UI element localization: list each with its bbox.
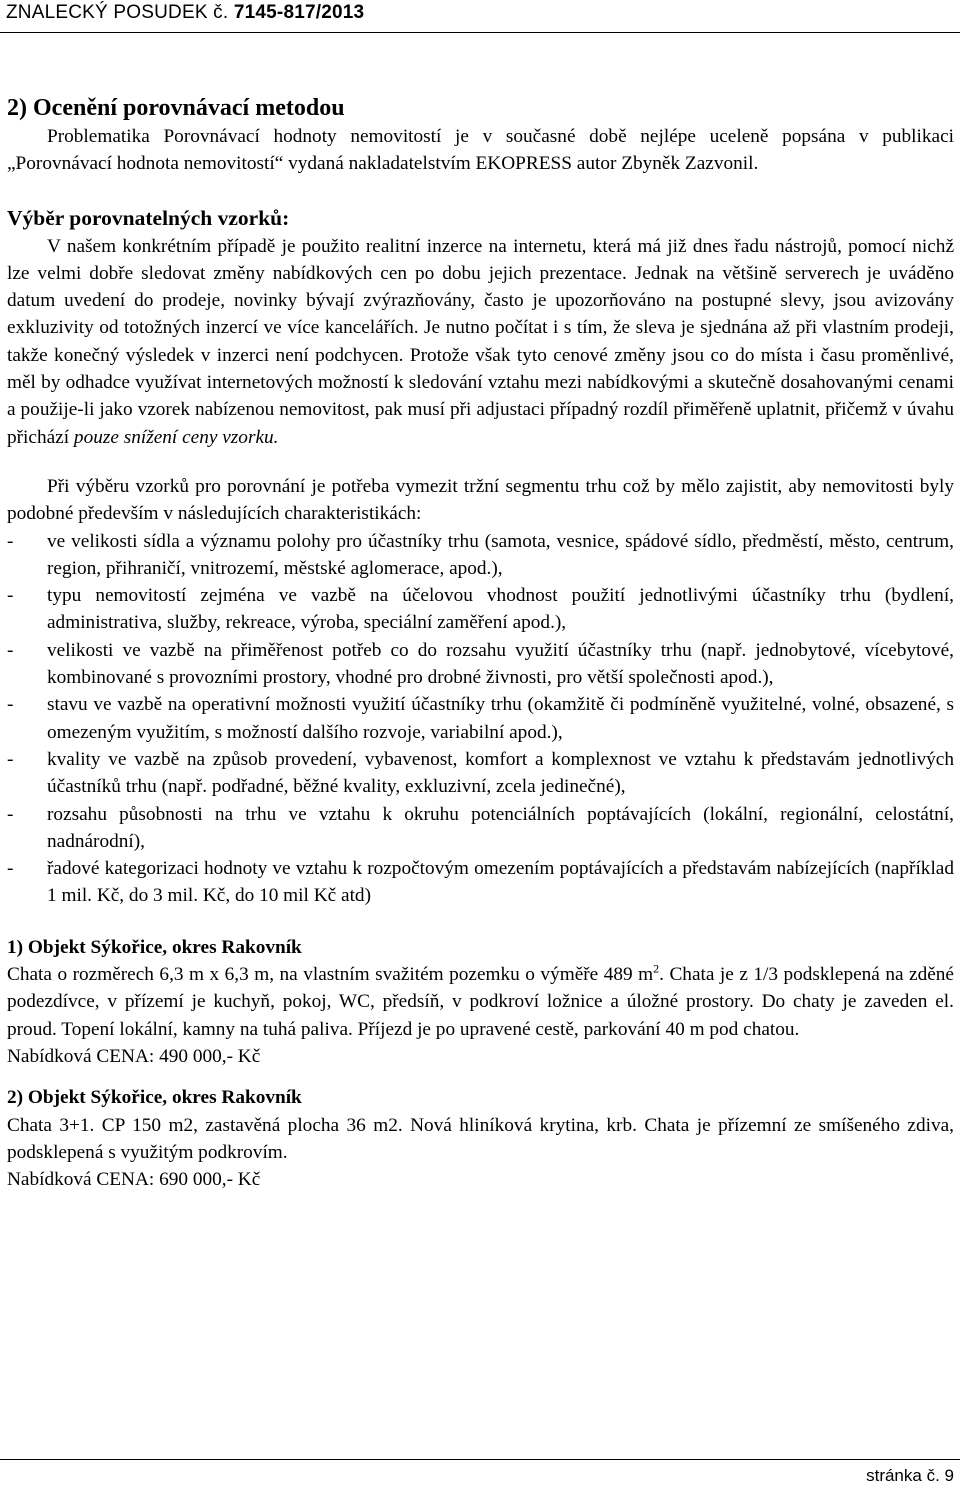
list-dash: - [7, 694, 14, 716]
selection-paragraph-text: V našem konkrétním případě je použito realitní inzerce na internetu, která má již dnes řadu nástrojů, pomocí nichž lze velmi dobře sledovat změny nabídkových cen po dobu jejich prezentace. Jednak na většině serverech je uváděno datum uvedení do prodeje, novinky bývají zvýrazňovány, často je upozorňováno na postupné slevy, jsou avizovány exkluzivity od totožných inzercí ve více kancelářích. Je nutno počítat i s tím, že sleva je sjednána až při vlastním prodeji, takže konečný výsledek v inzerci není podchycen. Protože však tyto cenové změny jsou co do místa i času proměnlivé, měl by odhadce využívat internetových možností k sledování vztahu mezi nabídkovými a skutečně dosahovanými cenami a použije-li jako vzorek nabízenou nemovitost, pak musí při adjustaci případný rozdíl přiměřeně uplatnit, přičemž v úvahu přichází [7, 235, 954, 448]
list-item [7, 691, 954, 746]
object-1-title: 1) Objekt Sýkořice, okres Rakovník [7, 936, 302, 958]
page-header [6, 2, 364, 24]
list-item-text: kvality ve vazbě na způsob provedení, vybavenost, komfort a komplexnost ve vztahu k představám jednotlivých účastníků trhu (např. podřadné, běžné kvality, exkluzivní, zcela jedinečné), [47, 748, 954, 798]
list-dash: - [7, 748, 14, 770]
selection-title: Výběr porovnatelných vzorků: [7, 205, 290, 230]
list-dash: - [7, 803, 14, 825]
header-prefix: ZNALECKÝ POSUDEK č. [6, 2, 229, 23]
list-item-text: stavu ve vazbě na operativní možnosti využití účastníky trhu (okamžitě či podmíněně využitelné, volné, obsazené, s omezeným využitím, s možností dalšího rozvoje, variabilní apod.), [47, 694, 954, 743]
criteria-intro: Při výběru vzorků pro porovnání je potřeba vymezit tržní segmentu trhu což by mělo zajistit, aby nemovitosti byly podobné především v následujících charakteristikách: [7, 475, 954, 525]
list-dash: - [7, 858, 14, 880]
section-title: 2) Ocenění porovnávací metodou [7, 95, 345, 121]
list-item [7, 855, 954, 910]
list-dash: - [7, 639, 14, 661]
list-item-text: ve velikosti sídla a významu polohy pro účastníky trhu (samota, vesnice, spádové sídlo, předměstí, město, centrum, region, přihraničí, vnitrozemí, městské aglomerace, apod.), [47, 530, 954, 579]
object-2-price: Nabídková CENA: 690 000,- Kč [7, 1169, 261, 1191]
criteria-list [7, 528, 954, 910]
footer-label: stránka č. [866, 1466, 940, 1485]
list-item-text: velikosti ve vazbě na přiměřenost potřeb co do rozsahu využití účastníky trhu (např. jednobytové, vícebytové, kombinované s provozními prostory, vhodné pro drobné živnosti, pro větší společnosti apod.), [47, 639, 954, 689]
intro-paragraph: Problematika Porovnávací hodnoty nemovitostí je v současné době nejlépe uceleně popsána v publikaci „Porovnávací hodnota nemovitostí“ vydaná nakladatelstvím EKOPRESS autor Zbyněk Zazvonil. [7, 126, 954, 175]
spacer [7, 1070, 954, 1084]
list-item [7, 746, 954, 801]
list-dash: - [7, 530, 14, 552]
object-2-title: 2) Objekt Sýkořice, okres Rakovník [7, 1087, 302, 1109]
list-item-text: typu nemovitostí zejména ve vazbě na účelovou vhodnost použití jednotlivými účastníky trhu (bydlení, administrativa, služby, rekreace, výroba, speciální zaměření apod.), [47, 585, 954, 634]
selection-paragraph [7, 233, 954, 451]
list-item [7, 528, 954, 583]
list-item [7, 801, 954, 856]
object-1-description [7, 961, 954, 1043]
page-number: 9 [944, 1466, 954, 1485]
footer-divider [0, 1459, 960, 1460]
list-item-text: rozsahu působnosti na trhu ve vztahu k okruhu potenciálních poptávajících (lokální, regionální, celostátní, nadnárodní), [47, 803, 954, 852]
object-2-description: Chata 3+1. CP 150 m2, zastavěná plocha 36 m2. Nová hliníková krytina, krb. Chata je přízemní ze smíšeného zdiva, podsklepená s využitým podkrovím. [7, 1114, 954, 1163]
spacer [7, 910, 954, 924]
document-body [7, 94, 954, 1193]
header-report-number: 7145-817/2013 [233, 2, 365, 23]
object-1-text-continued: . Chata je z 1/3 podsklepená na zděné podezdívce, v přízemí je kuchyň, pokoj, WC, předsíň, v podkroví ložnice a úložné prostory. Do chaty je zaveden el. proud. Topení lokální, kamny na tuhá paliva. Příjezd je po upravené cestě, parkování 40 m pod chatou. [7, 964, 954, 1040]
object-1-superscript: 2 [653, 961, 660, 976]
object-1-text: Chata o rozměrech 6,3 m x 6,3 m, na vlastním svažitém pozemku o výměře 489 m [7, 964, 654, 986]
list-item-text: řadové kategorizaci hodnoty ve vztahu k rozpočtovým omezením poptávajících a představám nabízejících (například 1 mil. Kč, do 3 mil. Kč, do 10 mil Kč atd) [47, 858, 954, 907]
list-dash: - [7, 585, 14, 607]
spacer [7, 451, 954, 473]
list-item [7, 582, 954, 637]
list-item [7, 637, 954, 692]
header-divider [0, 32, 960, 33]
object-1-price: Nabídková CENA: 490 000,- Kč [7, 1045, 261, 1067]
selection-paragraph-italic: pouze snížení ceny vzorku. [73, 426, 279, 448]
page-footer [866, 1466, 954, 1486]
